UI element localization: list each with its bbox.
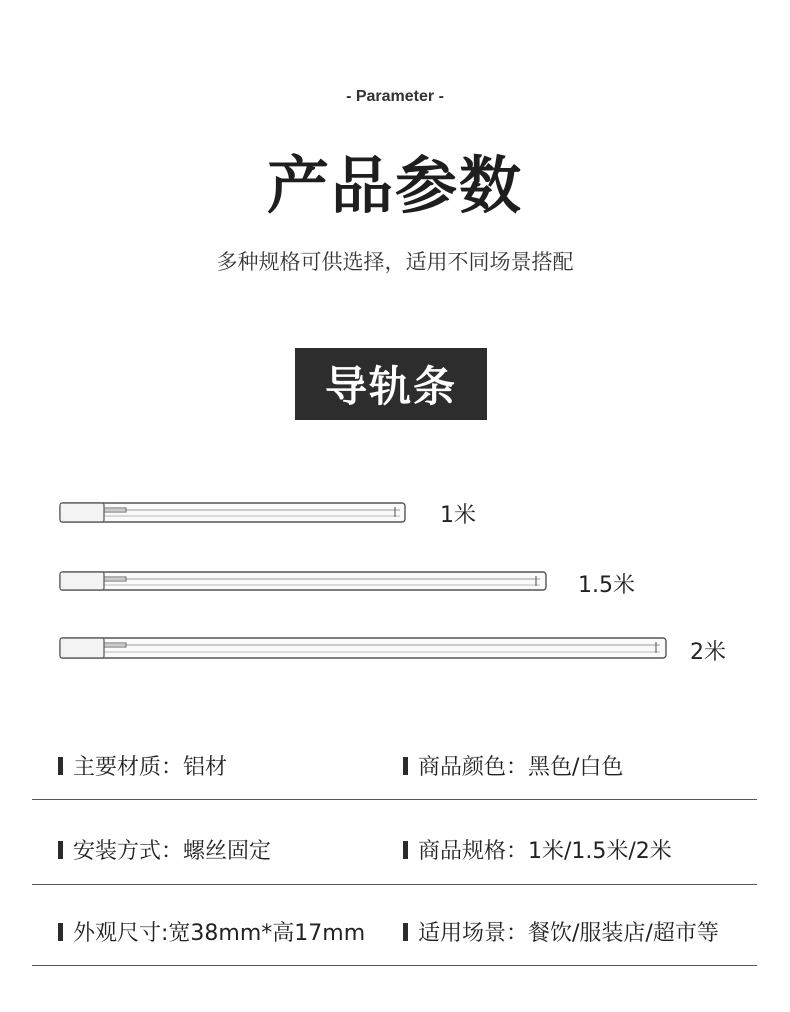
spec-material-text: 主要材质：铝材 bbox=[73, 755, 228, 780]
rail-1-5m bbox=[60, 572, 546, 590]
spec-bullet bbox=[58, 841, 63, 859]
spec-dimensions bbox=[58, 916, 365, 947]
spec-install-text: 安装方式：螺丝固定 bbox=[73, 839, 272, 864]
spec-divider bbox=[32, 799, 757, 800]
parameter-eyebrow: - Parameter - bbox=[346, 88, 444, 105]
spec-size-options-text: 商品规格：1米/1.5米/2米 bbox=[418, 839, 672, 864]
rail-label-1m: 1米 bbox=[440, 503, 476, 528]
spec-size-options bbox=[403, 834, 672, 865]
spec-bullet bbox=[58, 923, 63, 941]
page-subtitle: 多种规格可供选择，适用不同场景搭配 bbox=[216, 250, 574, 274]
spec-bullet bbox=[403, 841, 408, 859]
rail-2m bbox=[60, 638, 666, 658]
spec-bullet bbox=[58, 757, 63, 775]
spec-divider bbox=[32, 965, 757, 966]
spec-scenes-text: 适用场景：餐饮/服装店/超市等 bbox=[418, 921, 719, 946]
spec-bullet bbox=[403, 923, 408, 941]
spec-bullet bbox=[403, 757, 408, 775]
spec-color-text: 商品颜色：黑色/白色 bbox=[418, 755, 624, 780]
spec-dimensions-text: 外观尺寸:宽38mm*高17mm bbox=[73, 921, 366, 946]
spec-material bbox=[58, 750, 227, 781]
spec-color bbox=[403, 750, 623, 781]
spec-divider bbox=[32, 884, 757, 885]
spec-scenes bbox=[403, 916, 719, 947]
page-title: 产品参数 bbox=[266, 149, 523, 222]
product-badge-label: 导轨条 bbox=[324, 362, 457, 411]
rail-1m bbox=[60, 503, 405, 522]
rail-label-2m: 2米 bbox=[690, 640, 726, 665]
rail-label-1-5m: 1.5米 bbox=[578, 573, 635, 598]
spec-install bbox=[58, 834, 271, 865]
